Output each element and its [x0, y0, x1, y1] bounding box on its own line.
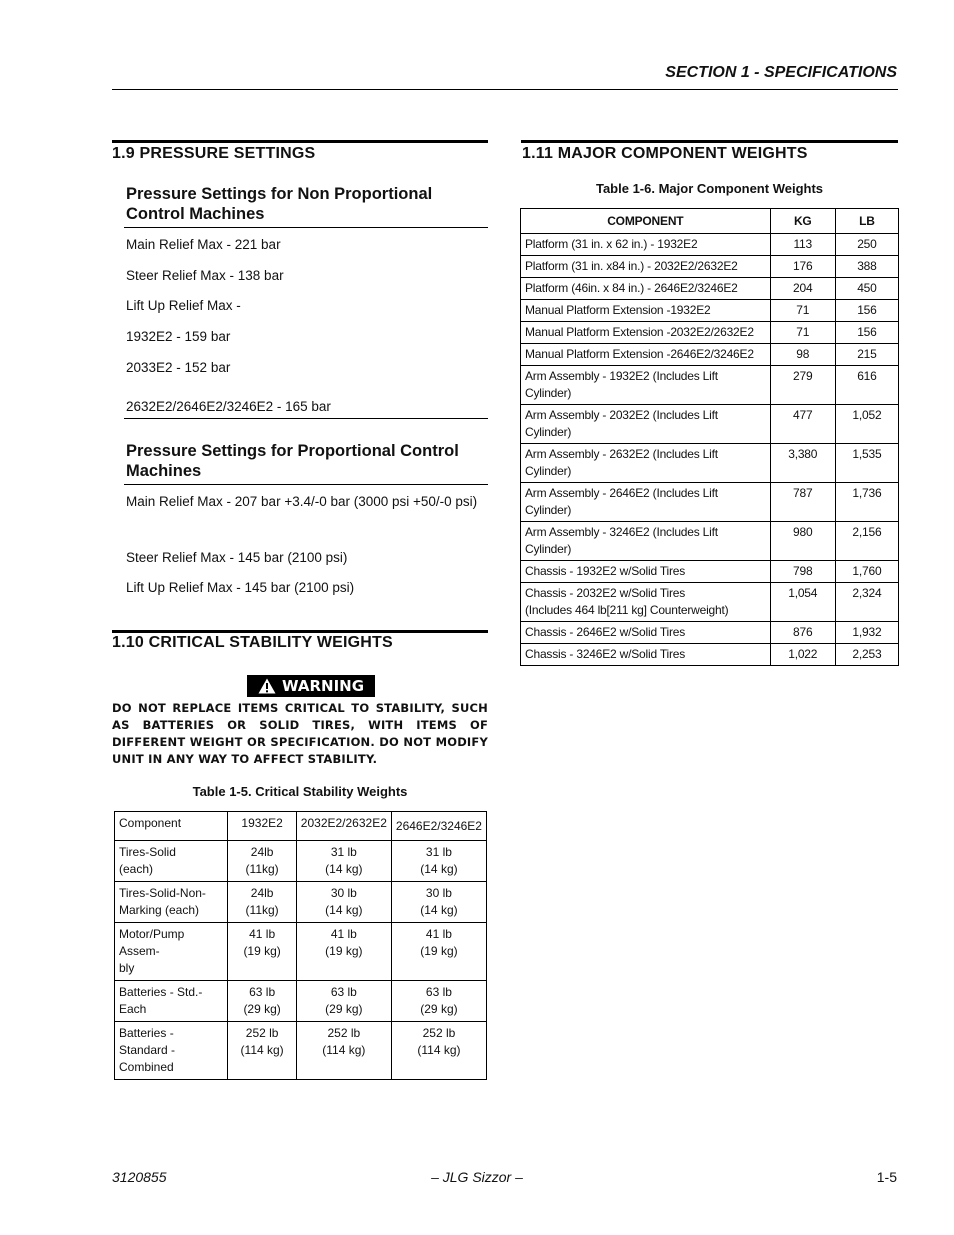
subsection-rule [124, 484, 488, 485]
table-cell: 71 [770, 322, 835, 344]
table-cell: 204 [770, 278, 835, 300]
footer-title: – JLG Sizzor – [431, 1169, 523, 1185]
column-header: COMPONENT [521, 209, 771, 234]
table-row [115, 981, 487, 1022]
table-cell: Arm Assembly - 3246E2 (Includes Lift Cylinder) [521, 522, 771, 561]
table-1-6-caption: Table 1-6. Major Component Weights [595, 181, 824, 196]
table-cell: 1,736 [835, 483, 898, 522]
table-cell: 41 lb (19 kg) [391, 923, 486, 981]
table-cell: Chassis - 3246E2 w/Solid Tires [521, 644, 771, 666]
table-cell: Batteries - Std.- Each [115, 981, 228, 1022]
table-cell: 31 lb (14 kg) [391, 841, 486, 882]
np-line-6: 2632E2/2646E2/3246E2 - 165 bar [126, 399, 331, 414]
table-cell: Batteries - Standard - Combined [115, 1022, 228, 1080]
table-cell: 156 [835, 300, 898, 322]
table-cell: 252 lb (114 kg) [228, 1022, 296, 1080]
table-row [115, 923, 487, 981]
table-1-5-caption: Table 1-5. Critical Stability Weights [192, 784, 408, 799]
section-rule-1-9 [112, 140, 488, 143]
np-line-3: Lift Up Relief Max - [126, 298, 241, 313]
table-cell: 31 lb (14 kg) [296, 841, 391, 882]
warning-text: DO NOT REPLACE ITEMS CRITICAL TO STABILITY, SUCH AS BATTERIES OR SOLID TIRES, WITH ITEMS OF DIFFERENT WEIGHT OR SPECIFICATION. DO NOT MODIFY UNIT IN ANY WAY TO AFFECT STABILITY. [112, 701, 488, 766]
table-cell: 30 lb (14 kg) [391, 882, 486, 923]
warning-triangle-icon [258, 678, 276, 694]
column-header: 2032E2/2632E2 [296, 812, 391, 841]
table-row [521, 366, 899, 405]
table-cell: 41 lb (19 kg) [228, 923, 296, 981]
section-title-1-9: 1.9 PRESSURE SETTINGS [112, 145, 316, 162]
table-cell: 252 lb (114 kg) [296, 1022, 391, 1080]
table-cell: 477 [770, 405, 835, 444]
table-cell: 2,156 [835, 522, 898, 561]
table-cell: 2,253 [835, 644, 898, 666]
table-cell: Platform (31 in. x84 in.) - 2032E2/2632E2 [521, 256, 771, 278]
footer-doc-number: 3120855 [112, 1169, 167, 1185]
column-header: KG [770, 209, 835, 234]
table-cell: Chassis - 1932E2 w/Solid Tires [521, 561, 771, 583]
table-row [521, 483, 899, 522]
table-cell: 388 [835, 256, 898, 278]
table-header-row [115, 812, 487, 841]
p-line-3: Lift Up Relief Max - 145 bar (2100 psi) [126, 580, 355, 595]
column-header: 2646E2/3246E2 [391, 812, 486, 841]
table-row [115, 841, 487, 882]
table-cell: 63 lb (29 kg) [228, 981, 296, 1022]
table-cell: Arm Assembly - 2632E2 (Includes Lift Cylinder) [521, 444, 771, 483]
table-cell: 24lb (11kg) [228, 882, 296, 923]
section-rule-1-10 [112, 630, 488, 633]
table-cell: 876 [770, 622, 835, 644]
table-cell: 98 [770, 344, 835, 366]
table-row [115, 1022, 487, 1080]
table-cell: 30 lb (14 kg) [296, 882, 391, 923]
table-row [521, 256, 899, 278]
subsection-title-proportional: Pressure Settings for Proportional Control Machines [126, 442, 459, 480]
table-cell: 279 [770, 366, 835, 405]
table-cell: 176 [770, 256, 835, 278]
table-cell: 980 [770, 522, 835, 561]
subsection-rule [124, 418, 488, 419]
table-cell: 1,535 [835, 444, 898, 483]
table-cell: 24lb (11kg) [228, 841, 296, 882]
table-cell: 252 lb (114 kg) [391, 1022, 486, 1080]
table-cell: 215 [835, 344, 898, 366]
np-line-2: Steer Relief Max - 138 bar [126, 268, 284, 283]
np-line-4: 1932E2 - 159 bar [126, 329, 231, 344]
table-cell: Arm Assembly - 1932E2 (Includes Lift Cylinder) [521, 366, 771, 405]
table-cell: 113 [770, 234, 835, 256]
section-header: SECTION 1 - SPECIFICATIONS [665, 64, 897, 81]
section-title-1-11: 1.11 MAJOR COMPONENT WEIGHTS [522, 145, 808, 162]
section-title-1-10: 1.10 CRITICAL STABILITY WEIGHTS [112, 634, 393, 651]
column-header: Component [115, 812, 228, 841]
table-cell: 2,324 [835, 583, 898, 622]
footer-page-number: 1-5 [876, 1169, 897, 1185]
table-cell: Tires-Solid-Non- Marking (each) [115, 882, 228, 923]
p-line-1: Main Relief Max - 207 bar +3.4/-0 bar (3000 psi +50/-0 psi) [126, 494, 478, 509]
section-rule-1-11 [521, 140, 898, 143]
subsection-rule [124, 227, 488, 228]
column-header: LB [835, 209, 898, 234]
p-line-2: Steer Relief Max - 145 bar (2100 psi) [126, 550, 348, 565]
table-cell: Arm Assembly - 2032E2 (Includes Lift Cylinder) [521, 405, 771, 444]
table-row [521, 278, 899, 300]
table-cell: Tires-Solid (each) [115, 841, 228, 882]
table-row [521, 561, 899, 583]
table-cell: 1,760 [835, 561, 898, 583]
table-row [521, 522, 899, 561]
table-cell: 616 [835, 366, 898, 405]
table-cell: 787 [770, 483, 835, 522]
table-cell: 798 [770, 561, 835, 583]
warning-label: WARNING [281, 677, 365, 695]
table-cell: Arm Assembly - 2646E2 (Includes Lift Cylinder) [521, 483, 771, 522]
table-row [115, 882, 487, 923]
table-cell: 71 [770, 300, 835, 322]
table-row [521, 583, 899, 622]
table-cell: Manual Platform Extension -2646E2/3246E2 [521, 344, 771, 366]
table-cell: Manual Platform Extension -2032E2/2632E2 [521, 322, 771, 344]
table-cell: 1,054 [770, 583, 835, 622]
table-row [521, 622, 899, 644]
table-cell: 41 lb (19 kg) [296, 923, 391, 981]
table-cell: 250 [835, 234, 898, 256]
table-row [521, 344, 899, 366]
header-rule [112, 89, 898, 90]
table-cell: 1,022 [770, 644, 835, 666]
table-row [521, 405, 899, 444]
np-line-1: Main Relief Max - 221 bar [126, 237, 281, 252]
table-row [521, 300, 899, 322]
table-cell: 63 lb (29 kg) [296, 981, 391, 1022]
table-cell: 1,052 [835, 405, 898, 444]
subsection-title-non-proportional: Pressure Settings for Non Proportional Control Machines [126, 185, 433, 223]
column-header: 1932E2 [228, 812, 296, 841]
table-row [521, 644, 899, 666]
table-cell: Platform (31 in. x 62 in.) - 1932E2 [521, 234, 771, 256]
table-cell: 450 [835, 278, 898, 300]
table-row [521, 322, 899, 344]
table-cell: Motor/Pump Assem- bly [115, 923, 228, 981]
table-cell: Chassis - 2032E2 w/Solid Tires (Includes 464 lb[211 kg] Counterweight) [521, 583, 771, 622]
critical-stability-weights-table [114, 811, 487, 1080]
table-cell: 3,380 [770, 444, 835, 483]
table-header-row [521, 209, 899, 234]
table-cell: 156 [835, 322, 898, 344]
table-cell: 1,932 [835, 622, 898, 644]
table-cell: Manual Platform Extension -1932E2 [521, 300, 771, 322]
table-row [521, 444, 899, 483]
table-cell: Platform (46in. x 84 in.) - 2646E2/3246E2 [521, 278, 771, 300]
table-row [521, 234, 899, 256]
np-line-5: 2033E2 - 152 bar [126, 360, 231, 375]
warning-badge [247, 675, 375, 697]
table-cell: Chassis - 2646E2 w/Solid Tires [521, 622, 771, 644]
major-component-weights-table [520, 208, 899, 666]
table-cell: 63 lb (29 kg) [391, 981, 486, 1022]
